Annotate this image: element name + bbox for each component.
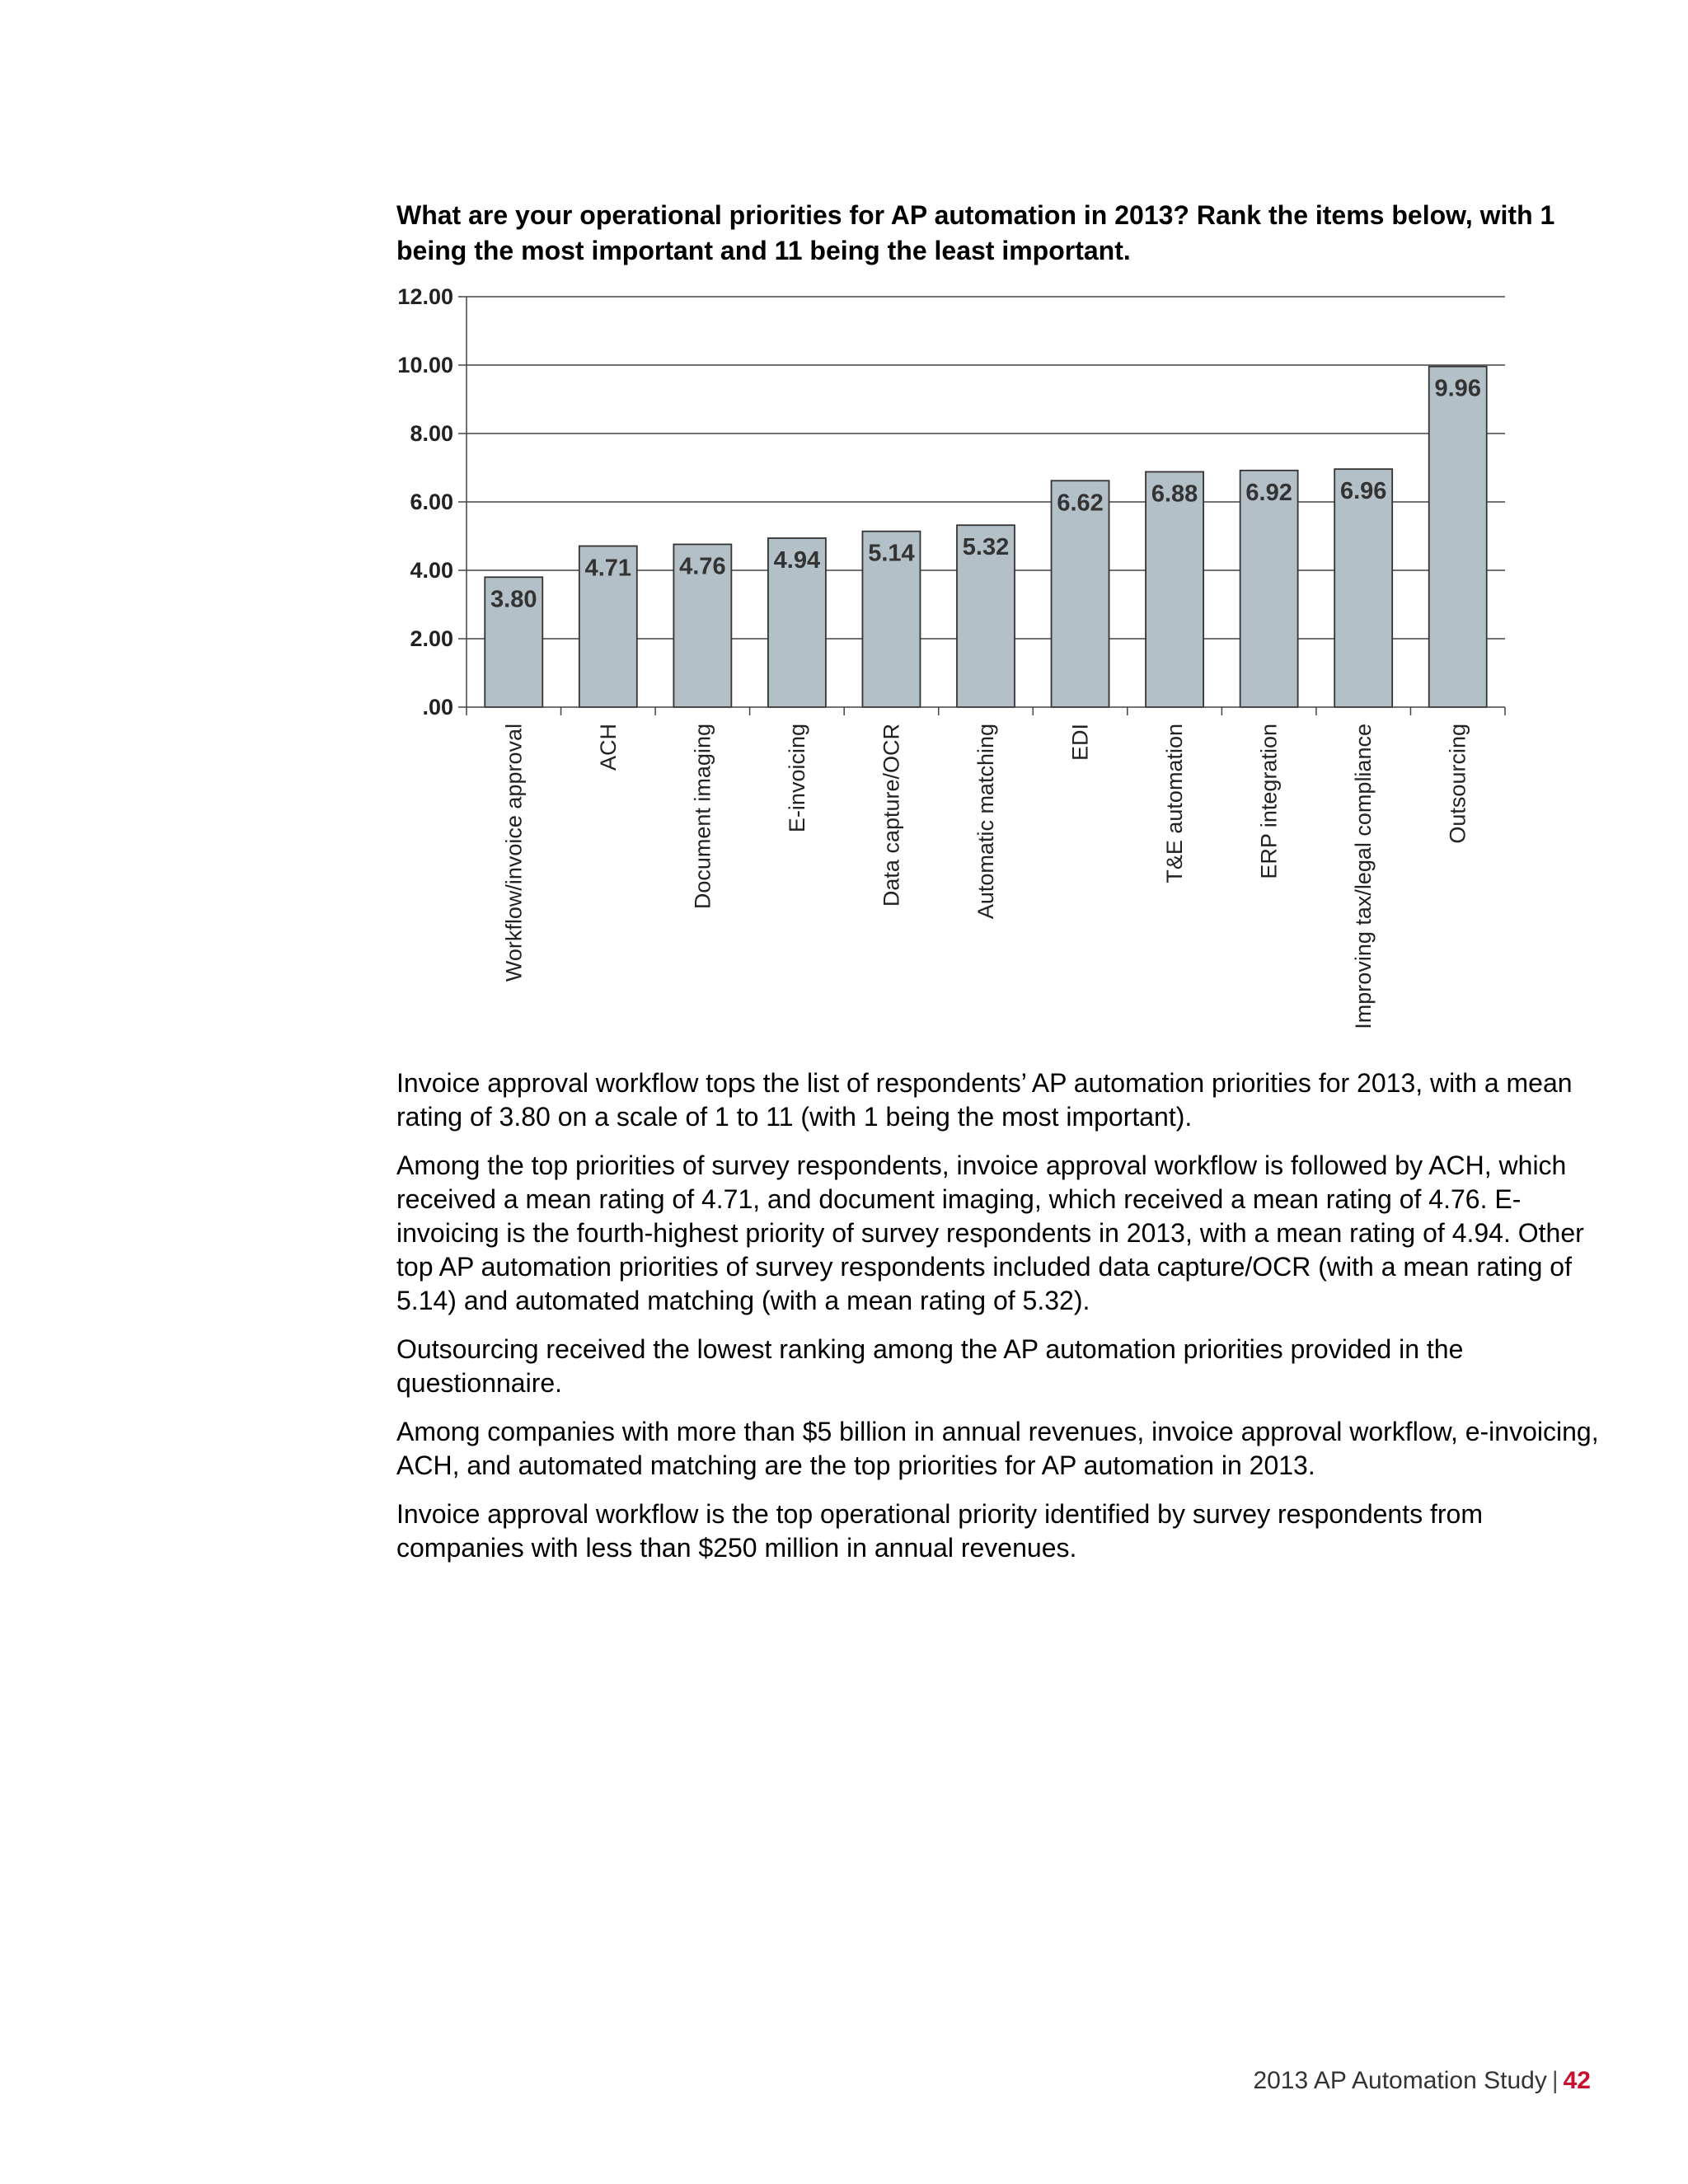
- data-label: 6.92: [1245, 479, 1292, 506]
- data-label: 4.94: [773, 546, 821, 574]
- x-tick-label: EDI: [1067, 724, 1093, 762]
- y-tick-label: 6.00: [410, 490, 453, 514]
- paragraph-4: Among companies with more than $5 billion in annual revenues, invoice approval workflow, e-invoicing, ACH, and automated matching are the top priorities for AP automation in 2013.: [396, 1417, 1599, 1480]
- data-label: 6.88: [1151, 480, 1198, 508]
- paragraph-2: Among the top priorities of survey respondents, invoice approval workflow is followed by ACH, which received a mean rating of 4.71, and document imaging, which received a mean rating of 4.76. E-invoicing is the fourth-highest priority of survey respondents in 2013, with a mean rating of 4.94. Other top AP automation priorities of survey respondents included data capture/OCR (with a mean rating of 5.14) and automated matching (with a mean rating of 5.32).: [396, 1151, 1584, 1315]
- page-number: 42: [1563, 2067, 1591, 2094]
- bar-chart: [0, 0, 1688, 1055]
- data-label: 5.32: [962, 534, 1010, 561]
- chart-question: What are your operational priorities for AP automation in 2013? Rank the items below, with 1 being the most important and 11 being the least important.: [396, 200, 1555, 265]
- x-tick-label: E-invoicing: [784, 724, 809, 833]
- page-footer: [1253, 2067, 1591, 2095]
- bar: [1429, 367, 1487, 707]
- x-tick-label: ERP integration: [1256, 724, 1282, 879]
- y-tick-label: 12.00: [397, 284, 453, 309]
- x-tick-label: Outsourcing: [1445, 724, 1470, 844]
- y-tick-label: 2.00: [410, 626, 453, 651]
- y-tick-label: .00: [422, 695, 453, 719]
- data-label: 3.80: [490, 586, 537, 613]
- x-tick-label: Workflow/invoice approval: [501, 724, 527, 982]
- data-label: 6.62: [1057, 490, 1104, 517]
- bar: [1334, 469, 1392, 707]
- bar: [1240, 471, 1298, 707]
- paragraph-3: Outsourcing received the lowest ranking among the AP automation priorities provided in the questionnaire.: [396, 1334, 1464, 1398]
- x-tick-label: T&E automation: [1162, 724, 1188, 883]
- x-tick-label: Improving tax/legal compliance: [1351, 724, 1376, 1029]
- x-tick-label: ACH: [595, 724, 621, 771]
- y-tick-label: 10.00: [397, 353, 453, 377]
- data-label: 6.96: [1339, 478, 1387, 505]
- y-tick-label: 4.00: [410, 558, 453, 583]
- footer-title: 2013 AP Automation Study: [1253, 2067, 1547, 2094]
- data-label: 4.71: [584, 555, 632, 582]
- data-label: 9.96: [1434, 375, 1481, 402]
- paragraph-1: Invoice approval workflow tops the list of respondents’ AP automation priorities for 2013, with a mean rating of 3.80 on a scale of 1 to 11 (with 1 being the most important).: [396, 1068, 1573, 1132]
- data-label: 4.76: [679, 553, 726, 580]
- labels: [397, 284, 1481, 1029]
- y-tick-label: 8.00: [410, 421, 453, 446]
- x-tick-label: Document imaging: [690, 724, 715, 910]
- body-text: [396, 1066, 1608, 1580]
- x-tick-label: Data capture/OCR: [879, 724, 904, 907]
- paragraph-5: Invoice approval workflow is the top operational priority identified by survey respondents from companies with less than $250 million in annual revenues.: [396, 1499, 1483, 1563]
- x-tick-label: Automatic matching: [973, 724, 998, 920]
- footer-separator: |: [1551, 2067, 1559, 2094]
- data-label: 5.14: [868, 540, 915, 567]
